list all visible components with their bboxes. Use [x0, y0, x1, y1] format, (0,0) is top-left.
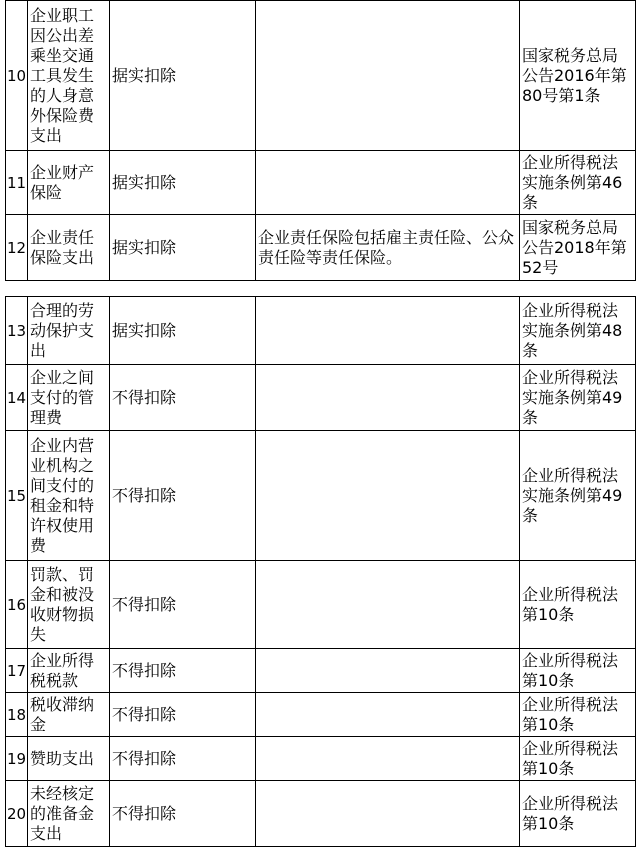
tax-treatment: 不得扣除 — [110, 737, 256, 781]
table-row — [6, 1, 636, 151]
row-number: 15 — [6, 431, 28, 561]
legal-basis: 企业所得税法第10条 — [520, 737, 636, 781]
row-number: 14 — [6, 365, 28, 431]
remark — [256, 561, 520, 649]
legal-basis: 企业所得税法实施条例第46条 — [520, 151, 636, 215]
row-number: 19 — [6, 737, 28, 781]
tax-treatment: 不得扣除 — [110, 365, 256, 431]
tax-treatment: 不得扣除 — [110, 781, 256, 847]
expense-item: 企业职工因公出差乘坐交通工具发生的人身意外保险费支出 — [28, 1, 110, 151]
expense-item: 罚款、罚金和被没收财物损失 — [28, 561, 110, 649]
remark — [256, 297, 520, 365]
row-number: 11 — [6, 151, 28, 215]
deduction-table-part1 — [5, 0, 636, 281]
tax-treatment: 据实扣除 — [110, 215, 256, 281]
remark — [256, 431, 520, 561]
tax-treatment: 不得扣除 — [110, 693, 256, 737]
remark — [256, 151, 520, 215]
remark — [256, 1, 520, 151]
expense-item: 企业责任保险支出 — [28, 215, 110, 281]
deduction-table-part2 — [5, 296, 636, 847]
remark — [256, 693, 520, 737]
table-row — [6, 561, 636, 649]
row-number: 17 — [6, 649, 28, 693]
remark — [256, 365, 520, 431]
table-row — [6, 781, 636, 847]
table-row — [6, 215, 636, 281]
expense-item: 企业所得税税款 — [28, 649, 110, 693]
legal-basis: 企业所得税法实施条例第48条 — [520, 297, 636, 365]
remark — [256, 737, 520, 781]
legal-basis: 企业所得税法第10条 — [520, 649, 636, 693]
remark: 企业责任保险包括雇主责任险、公众责任险等责任保险。 — [256, 215, 520, 281]
row-number: 10 — [6, 1, 28, 151]
expense-item: 未经核定的准备金支出 — [28, 781, 110, 847]
legal-basis: 企业所得税法实施条例第49条 — [520, 365, 636, 431]
tax-treatment: 不得扣除 — [110, 431, 256, 561]
table-row — [6, 693, 636, 737]
row-number: 18 — [6, 693, 28, 737]
legal-basis: 国家税务总局公告2016年第80号第1条 — [520, 1, 636, 151]
row-number: 12 — [6, 215, 28, 281]
tax-treatment: 据实扣除 — [110, 1, 256, 151]
legal-basis: 企业所得税法实施条例第49条 — [520, 431, 636, 561]
table-row — [6, 365, 636, 431]
table-row — [6, 297, 636, 365]
table-row — [6, 649, 636, 693]
row-number: 20 — [6, 781, 28, 847]
table-row — [6, 431, 636, 561]
tax-treatment: 据实扣除 — [110, 297, 256, 365]
legal-basis: 企业所得税法第10条 — [520, 781, 636, 847]
row-number: 16 — [6, 561, 28, 649]
table-row — [6, 737, 636, 781]
legal-basis: 企业所得税法第10条 — [520, 561, 636, 649]
legal-basis: 国家税务总局公告2018年第52号 — [520, 215, 636, 281]
tax-treatment: 不得扣除 — [110, 649, 256, 693]
expense-item: 税收滞纳金 — [28, 693, 110, 737]
remark — [256, 781, 520, 847]
expense-item: 企业财产保险 — [28, 151, 110, 215]
remark — [256, 649, 520, 693]
table-row — [6, 151, 636, 215]
expense-item: 合理的劳动保护支出 — [28, 297, 110, 365]
row-number: 13 — [6, 297, 28, 365]
tax-treatment: 不得扣除 — [110, 561, 256, 649]
tax-treatment: 据实扣除 — [110, 151, 256, 215]
expense-item: 企业之间支付的管理费 — [28, 365, 110, 431]
expense-item: 企业内营业机构之间支付的租金和特许权使用费 — [28, 431, 110, 561]
legal-basis: 企业所得税法第10条 — [520, 693, 636, 737]
expense-item: 赞助支出 — [28, 737, 110, 781]
